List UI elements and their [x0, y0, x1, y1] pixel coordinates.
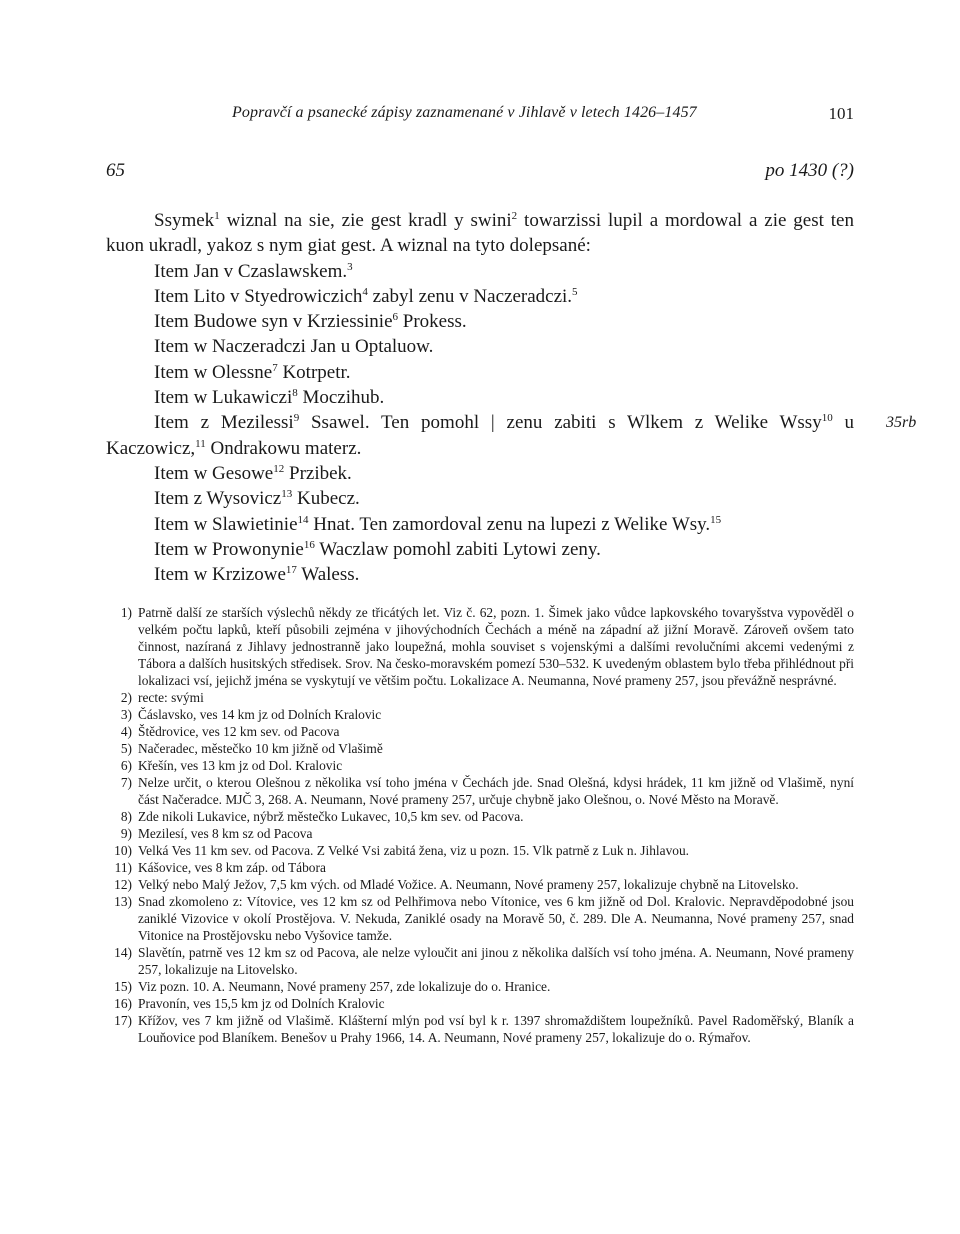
- footnote: [106, 995, 854, 1012]
- text-run: Item z Wysovicz: [154, 488, 282, 510]
- footnote: [106, 757, 854, 774]
- text-run: wiznal na sie, zie gest kradl y swini: [219, 210, 512, 231]
- footnote: [106, 825, 854, 842]
- list-item: [106, 385, 854, 410]
- text-run: Ondrakowu materz.: [205, 437, 362, 459]
- text-run: Moczihub.: [297, 387, 385, 409]
- text-run: Kotrpetr.: [277, 361, 351, 383]
- footnote-number: 2): [120, 690, 132, 705]
- footnote-number: 5): [120, 741, 132, 756]
- text-run: Kubecz.: [292, 488, 360, 510]
- footnote: [106, 876, 854, 893]
- footnote-ref: 13: [281, 488, 293, 501]
- list-item: [106, 562, 854, 587]
- footnote: [106, 774, 854, 808]
- text-run: Item w Gesowe: [154, 462, 274, 484]
- text-run: Item Jan v Czaslawskem.: [154, 260, 348, 282]
- footnote-number: 15): [114, 979, 132, 994]
- footnote-text: Nelze určit, o kterou Olešnou z několika vsí toho jména v Čechách jde. Snad Olešná, kdysi hrádek, 11 km jižně od Vlašimě, nyní část Načeradce. MJČ 3, 268. A. Neumann, Nové prameny 257, určuje chybně jako Olešnou, o. Nové Město na Moravě.: [138, 775, 854, 807]
- text-run: Item w Naczeradczi Jan u Optaluow.: [154, 336, 434, 358]
- footnote-ref: 8: [292, 387, 298, 400]
- footnote-number: 4): [120, 724, 132, 739]
- footnote-ref: 11: [195, 437, 206, 450]
- text-run: Przibek.: [284, 462, 352, 484]
- footnote: [106, 1012, 854, 1046]
- footnote-text: Kášovice, ves 8 km záp. od Tábora: [138, 860, 326, 875]
- footnote-text: Viz pozn. 10. A. Neumann, Nové prameny 257, zde lokalizuje do o. Hranice.: [138, 979, 551, 994]
- running-head: [232, 104, 854, 130]
- footnote-number: 17): [114, 1013, 132, 1028]
- footnote: [106, 723, 854, 740]
- record-text: [106, 208, 854, 587]
- text-run: zabyl zenu v Naczeradczi.: [367, 285, 573, 307]
- footnote: [106, 808, 854, 825]
- footnote-text: recte: svými: [138, 690, 204, 705]
- footnote-text: Velký nebo Malý Ježov, 7,5 km vých. od Mladé Vožice. A. Neumann, Nové prameny 257, lokalizuje chybně na Litovelsko.: [138, 877, 799, 892]
- footnote-number: 10): [114, 843, 132, 858]
- footnote-text: Patrně další ze starších výslechů někdy ze třicátých let. Viz č. 62, pozn. 1. Šimek jako vůdce lapkovského tovaryšstva vypověděl o velkém počtu lapků, kteří působili zejména v jihovýchodních Čechách a méně na západní až jižní Moravě. Zároveň ovšem tato činnost, nazíraná z Jihlavy jednostranně jako loupežná, mohla souviset s vojenskými a dalšími revolučními akcemi vedenými z Tábora a dalších husitských středisek. Srov. Na česko-moravském pomezí 530–532. K uvedeným oblastem bylo třeba přihlédnout při lokalizaci vsí, jejichž jména se vyskytují ve většim počtu. Lokalizace A. Neumanna, Nové prameny 257, jsou převážně nesprávné.: [138, 605, 854, 688]
- text-run: Ssymek: [154, 210, 215, 231]
- text-run: Item z Mezilessi: [154, 412, 294, 434]
- text-run: Waless.: [296, 564, 360, 586]
- footnote: [106, 893, 854, 944]
- footnote-text: Slavětín, patrně ves 12 km sz od Pacova, ale nelze vyloučit ani jinou z několika dalších vsí toho jména. A. Neumann, Nové prameny 257, lokalizuje na Litovelsko.: [138, 945, 854, 977]
- list-item: [106, 334, 854, 359]
- footnote-ref: 1: [214, 210, 220, 222]
- footnote-ref: 15: [710, 513, 722, 526]
- footnote-ref: 12: [273, 462, 285, 475]
- list-item: [106, 309, 854, 334]
- list-item: [106, 259, 854, 284]
- footnote-number: 9): [120, 826, 132, 841]
- footnote-text: Čáslavsko, ves 14 km jz od Dolních Kralovic: [138, 707, 382, 722]
- footnote-number: 1): [120, 605, 132, 620]
- entry-date: po 1430 (?): [765, 160, 854, 181]
- footnote-ref: 4: [362, 285, 368, 298]
- text-run: Waczlaw pomohl zabiti Lytowi zeny.: [314, 538, 601, 560]
- text-run: Item w Olessne: [154, 361, 273, 383]
- footnote-ref: 2: [511, 210, 518, 222]
- list-item: [106, 284, 854, 309]
- footnote-ref: 7: [272, 361, 278, 374]
- footnote: [106, 859, 854, 876]
- text-run: Item w Prowonynie: [154, 538, 304, 560]
- footnote-number: 11): [114, 860, 132, 875]
- footnote: [106, 944, 854, 978]
- text-run: Item Lito v Styedrowiczich: [154, 285, 363, 307]
- footnote-ref: 14: [297, 513, 309, 526]
- text-run: Item w Slawietinie: [154, 513, 298, 535]
- footnote-number: 14): [114, 945, 132, 960]
- footnote: [106, 604, 854, 689]
- footnotes: [106, 604, 854, 1046]
- footnote-text: Velká Ves 11 km sev. od Pacova. Z Velké Vsi zabitá žena, viz u pozn. 15. Vlk patrně z Luk n. Jihlavou.: [138, 843, 689, 858]
- text-run: towarzissi lupil a mordowal a zie gest ten kuon ukradl, yakoz s nym giat gest. A wiznal na tyto dolepsané:: [106, 210, 854, 257]
- footnote-number: 6): [120, 758, 132, 773]
- footnote: [106, 740, 854, 757]
- footnote-number: 12): [114, 877, 132, 892]
- list-item: [106, 512, 854, 537]
- footnote-ref: 10: [821, 412, 833, 425]
- footnote-number: 7): [120, 775, 132, 790]
- footnote-number: 8): [120, 809, 132, 824]
- footnote-ref: 16: [303, 538, 315, 551]
- footnote: [106, 978, 854, 995]
- footnote-ref: 17: [285, 564, 297, 577]
- text-run: Prokess.: [398, 311, 467, 333]
- footnote-ref: 5: [572, 285, 578, 298]
- entry-number: 65: [106, 160, 125, 181]
- list-item: [106, 410, 854, 461]
- entry-header: [106, 160, 854, 186]
- footnote-ref: 9: [293, 412, 300, 425]
- footnote: [106, 706, 854, 723]
- footnote: [106, 842, 854, 859]
- text-run: Hnat. Ten zamordoval zenu na lupezi z Welike Wsy.: [308, 513, 711, 535]
- list-item: [106, 461, 854, 486]
- footnote: [106, 689, 854, 706]
- footnote-text: Pravonín, ves 15,5 km jz od Dolních Kralovic: [138, 996, 385, 1011]
- text-run: Item w Lukawiczi: [154, 387, 293, 409]
- paragraph-confession: [106, 208, 854, 259]
- footnote-text: Mezilesí, ves 8 km sz od Pacova: [138, 826, 313, 841]
- footnote-text: Křížov, ves 7 km jižně od Vlašimě. Klášterní mlýn pod vsí byl k r. 1397 shromaždištem loupežníků. Pavel Radoměřský, Blaník a Louňovice pod Blaníkem. Benešov u Prahy 1966, 14. A. Neumann, Nové prameny 257, lokalizuje do o. Rýmařov.: [138, 1013, 854, 1045]
- footnote-text: Štědrovice, ves 12 km sev. od Pacova: [138, 724, 340, 739]
- footnote-ref: 6: [392, 311, 399, 324]
- footnote-text: Načeradec, městečko 10 km jižně od Vlašimě: [138, 741, 383, 756]
- list-item: [106, 537, 854, 562]
- list-item: [106, 486, 854, 511]
- list-item: [106, 360, 854, 385]
- footnote-number: 16): [114, 996, 132, 1011]
- footnote-text: Zde nikoli Lukavice, nýbrž městečko Lukavec, 10,5 km sev. od Pacova.: [138, 809, 524, 824]
- text-run: Ssawel. Ten pomohl | zenu zabiti s Wlkem z Welike Wssy: [299, 412, 822, 434]
- text-run: u Kaczowicz,: [106, 412, 855, 459]
- footnote-text: Křešín, ves 13 km jz od Dol. Kralovic: [138, 758, 343, 773]
- footnote-ref: 3: [347, 260, 353, 273]
- running-head-title: Popravčí a psanecké zápisy zaznamenané v Jihlavě v letech 1426–1457: [232, 104, 697, 121]
- footnote-text: Snad zkomoleno z: Vítovice, ves 12 km sz od Pelhřimova nebo Vítonice, ves 6 km jižně od Dol. Kralovic. Nepravděpodobné jsou zaniklé Vizovice v okolí Prostějova. V. Nekuda, Zaniklé osady na Moravě 50, č. 289. Dle A. Neumanna, Nové prameny 257, snad Vitonice na Prostějovsku nebo Vyšovice tamže.: [138, 894, 854, 943]
- footnote-number: 13): [114, 894, 132, 909]
- page-number: 101: [828, 104, 854, 123]
- folio-margin-note: 35rb: [886, 414, 917, 431]
- text-run: Item Budowe syn v Krziessinie: [154, 311, 393, 333]
- text-run: Item w Krzizowe: [154, 564, 286, 586]
- footnote-number: 3): [120, 707, 132, 722]
